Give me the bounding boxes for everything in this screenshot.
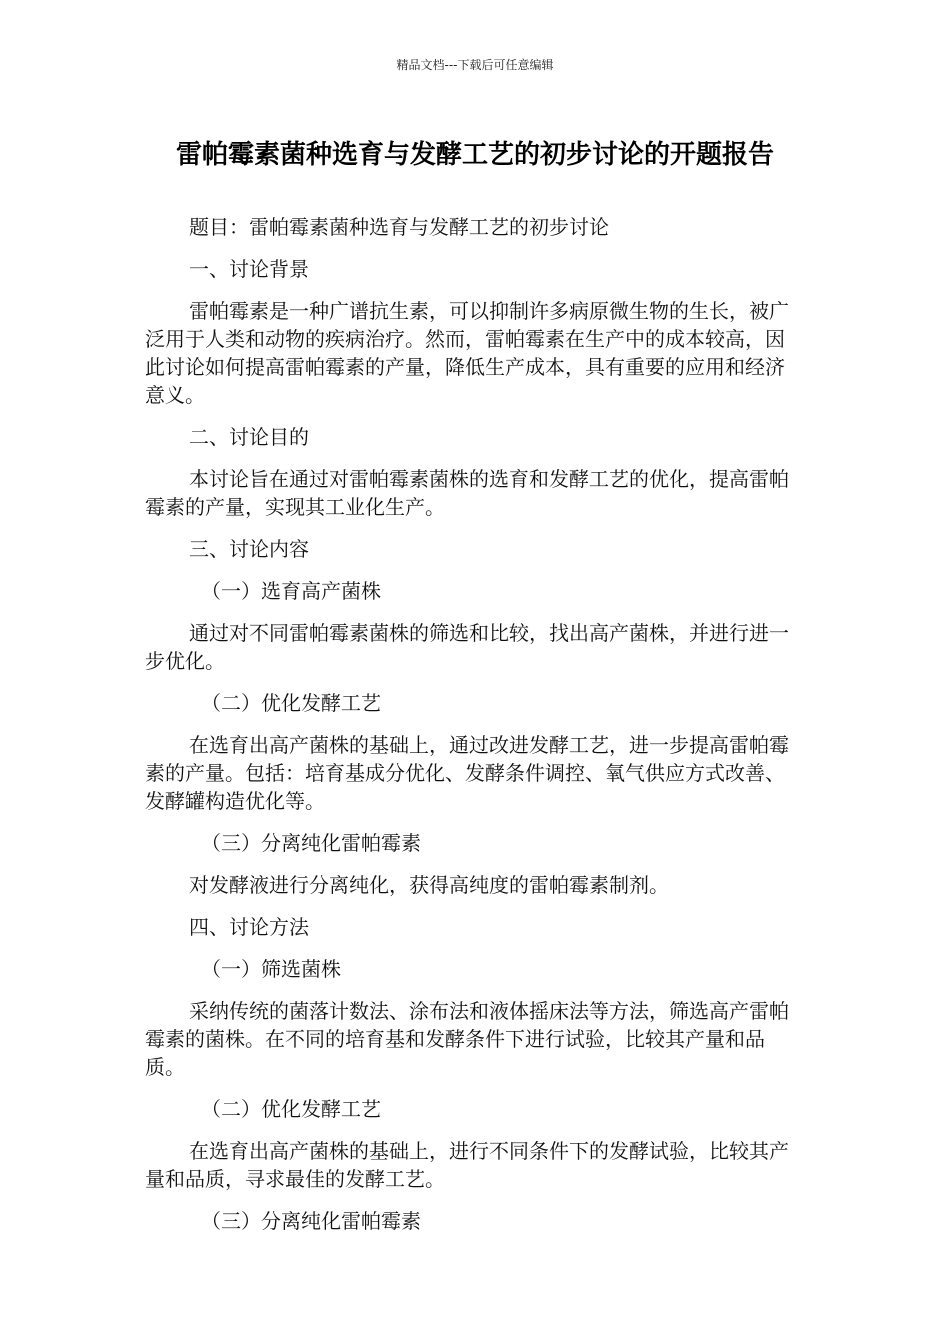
subheading-purification-method: （三）分离纯化雷帕霉素 xyxy=(201,1209,421,1233)
header-watermark: 精品文档---下载后可任意编辑 xyxy=(396,58,554,72)
paragraph-strain-breeding: 通过对不同雷帕霉素菌株的筛选和比较，找出高产菌株，并进行进一步优化。 xyxy=(145,621,789,673)
subheading-strain-breeding: （一）选育高产菌株 xyxy=(201,579,381,603)
document-body xyxy=(145,213,795,1249)
paragraph-fermentation-optimization: 在选育出高产菌株的基础上，通过改进发酵工艺，进一步提高雷帕霉素的产量。包括：培育基成分优化、发酵条件调控、氧气供应方式改善、发酵罐构造优化等。 xyxy=(145,733,789,813)
subheading-fermentation-method: （二）优化发酵工艺 xyxy=(201,1097,381,1121)
section-heading-purpose: 二、讨论目的 xyxy=(189,425,309,449)
subject-line: 题目：雷帕霉素菌种选育与发酵工艺的初步讨论 xyxy=(189,215,609,239)
paragraph-purification: 对发酵液进行分离纯化，获得高纯度的雷帕霉素制剂。 xyxy=(189,873,669,897)
section-heading-methods: 四、讨论方法 xyxy=(189,915,309,939)
document-title: 雷帕霉素菌种选育与发酵工艺的初步讨论的开题报告 xyxy=(175,140,774,170)
section-heading-background: 一、讨论背景 xyxy=(189,257,309,281)
subheading-purification: （三）分离纯化雷帕霉素 xyxy=(201,831,421,855)
paragraph-purpose: 本讨论旨在通过对雷帕霉素菌株的选育和发酵工艺的优化，提高雷帕霉素的产量，实现其工业化生产。 xyxy=(145,467,789,519)
paragraph-background: 雷帕霉素是一种广谱抗生素，可以抑制许多病原微生物的生长，被广泛用于人类和动物的疾病治疗。然而，雷帕霉素在生产中的成本较高，因此讨论如何提高雷帕霉素的产量，降低生产成本，具有重要的应用和经济意义。 xyxy=(145,299,789,407)
subheading-strain-screening: （一）筛选菌株 xyxy=(201,957,341,981)
subheading-fermentation-optimization: （二）优化发酵工艺 xyxy=(201,691,381,715)
paragraph-fermentation-method: 在选育出高产菌株的基础上，进行不同条件下的发酵试验，比较其产量和品质，寻求最佳的发酵工艺。 xyxy=(145,1139,789,1191)
section-heading-content: 三、讨论内容 xyxy=(189,537,309,561)
paragraph-strain-screening: 采纳传统的菌落计数法、涂布法和液体摇床法等方法，筛选高产雷帕霉素的菌株。在不同的培育基和发酵条件下进行试验，比较其产量和品质。 xyxy=(145,999,789,1079)
